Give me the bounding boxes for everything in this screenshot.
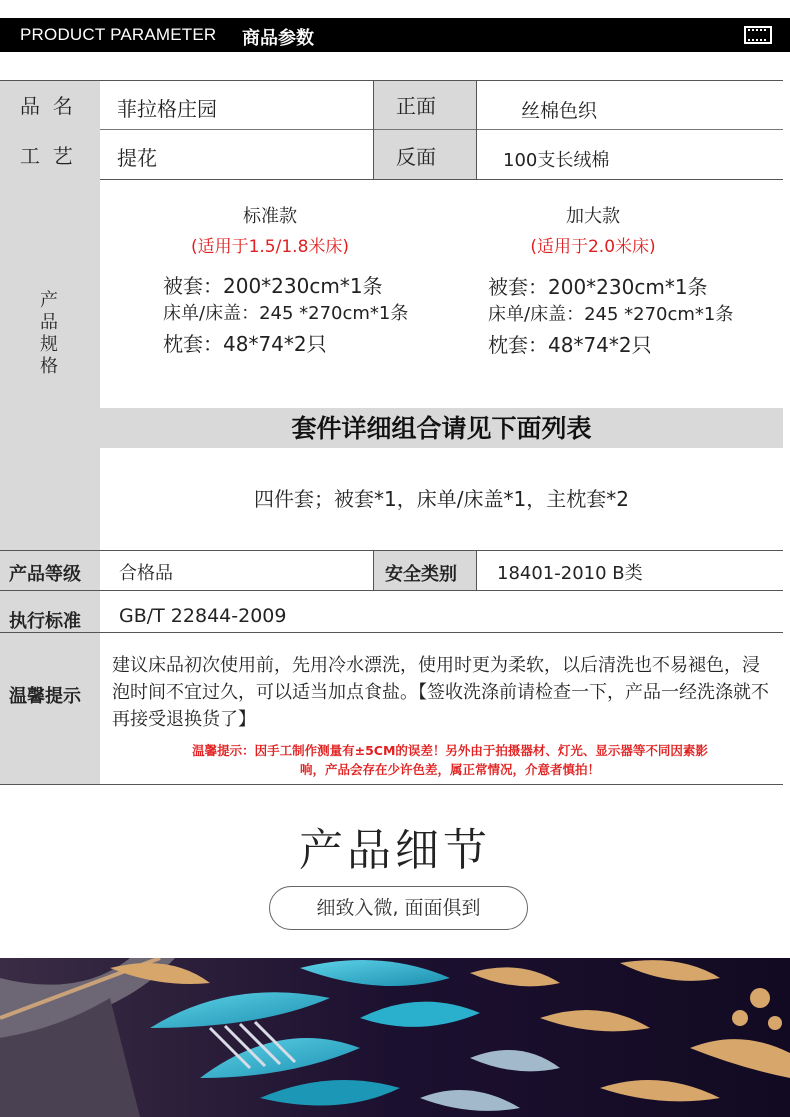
details-title: 产品细节 xyxy=(299,825,491,876)
combo-value: 四件套；被套*1，床单/床盖*1，主枕套*2 xyxy=(254,487,629,511)
name-value: 菲拉格庄园 xyxy=(117,97,217,121)
safety-value: 18401-2010 B类 xyxy=(497,563,643,584)
row-divider xyxy=(100,129,783,130)
spec-large-duvet: 被套：200*230cm*1条 xyxy=(488,275,708,299)
spec-large-sheet: 床单/床盖：245 *270cm*1条 xyxy=(488,304,734,325)
film-icon xyxy=(744,26,772,44)
col-divider xyxy=(373,550,374,590)
tip-value: 建议床品初次使用前，先用冷水漂洗，使用时更为柔软，以后清洗也不易褪色，浸泡时间不宜过久，可以适当加点食盐。【签收洗涤前请检查一下，产品一经洗涤就不再接受退换货了】 xyxy=(112,655,769,730)
spec-standard-heading xyxy=(150,202,390,257)
spec-standard-pillow: 枕套：48*74*2只 xyxy=(163,332,327,356)
warning-note: 温馨提示：因手工制作测量有±5CM的误差！另外由于拍摄器材、灯光、显示器等不同因素影响，产品会存在少许色差，属正常情况，介意者慎拍！ xyxy=(192,743,708,777)
row-divider xyxy=(0,632,783,633)
standard-value: GB/T 22844-2009 xyxy=(119,605,287,627)
tip-label: 温馨提示 xyxy=(9,686,81,707)
spec-standard-duvet: 被套：200*230cm*1条 xyxy=(163,274,383,298)
spec-large-title: 加大款 xyxy=(566,206,620,227)
spec-large-heading xyxy=(473,202,713,257)
craft-value: 提花 xyxy=(117,146,157,170)
grade-label: 产品等级 xyxy=(9,564,81,585)
spec-standard-sheet: 床单/床盖：245 *270cm*1条 xyxy=(163,303,409,324)
back-label: 反面 xyxy=(396,145,436,169)
standard-label: 执行标准 xyxy=(9,611,81,632)
spec-standard-title: 标准款 xyxy=(243,206,297,227)
top-divider xyxy=(0,0,790,8)
name-label: 品 名 xyxy=(20,94,73,118)
label-column-bg xyxy=(0,80,100,785)
row-divider xyxy=(0,784,783,785)
back-value: 100支长绒棉 xyxy=(503,150,610,171)
spec-label: 产品规格 xyxy=(40,290,58,377)
row-divider xyxy=(100,179,783,180)
spec-large-sub: (适用于2.0米床) xyxy=(530,237,656,257)
grade-value: 合格品 xyxy=(119,563,173,584)
spec-standard-sub: (适用于1.5/1.8米床) xyxy=(190,237,350,257)
row-divider xyxy=(0,590,783,591)
safety-label: 安全类别 xyxy=(385,564,457,585)
craft-label: 工 艺 xyxy=(20,144,73,168)
col-divider xyxy=(373,80,374,179)
section-header xyxy=(0,18,790,52)
col-divider xyxy=(476,550,477,590)
spec-large-pillow: 枕套：48*74*2只 xyxy=(488,333,652,357)
header-title-en: PRODUCT PARAMETER xyxy=(20,25,217,44)
fabric-illustration xyxy=(0,958,790,1117)
header-title-cn: 商品参数 xyxy=(242,28,314,49)
row-divider xyxy=(0,550,783,551)
front-value: 丝棉色织 xyxy=(521,100,598,122)
row-divider xyxy=(0,80,783,81)
col-divider xyxy=(476,80,477,179)
details-subtitle: 细致入微, 面面俱到 xyxy=(269,886,528,930)
front-label: 正面 xyxy=(396,94,436,118)
combo-heading: 套件详细组合请见下面列表 xyxy=(100,408,783,448)
fabric-detail-photo xyxy=(0,958,790,1117)
